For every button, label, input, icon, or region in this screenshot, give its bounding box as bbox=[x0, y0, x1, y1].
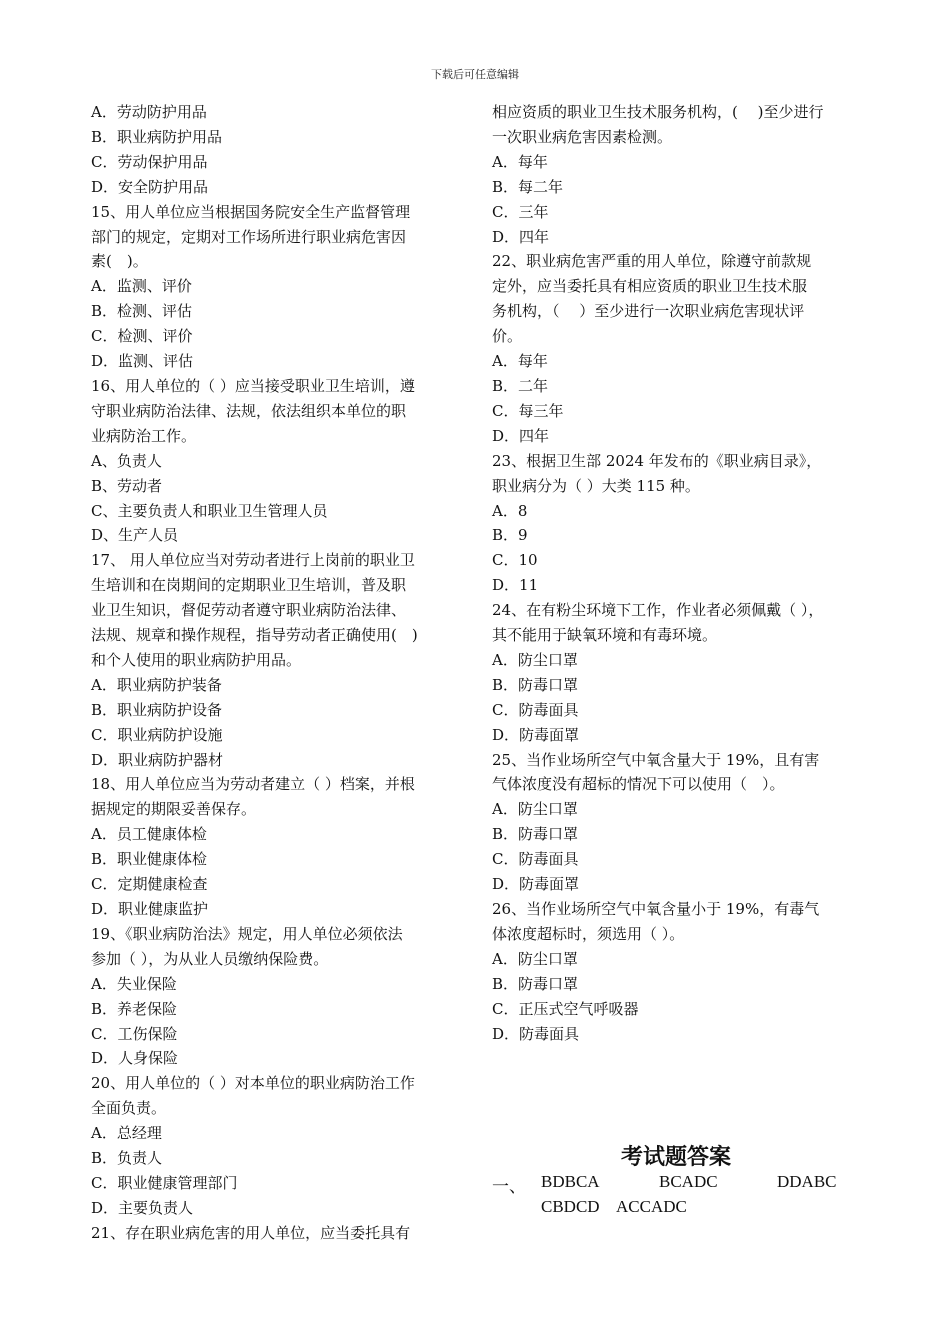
left-column-line: 部门的规定，定期对工作场所进行职业病危害因 bbox=[91, 227, 407, 246]
left-column-line: 16、用人单位的（ ）应当接受职业卫生培训，遵 bbox=[91, 376, 415, 395]
right-column-line: A．8 bbox=[492, 501, 528, 520]
right-column-line: A．每年 bbox=[492, 352, 548, 371]
right-column-line: D．防毒面罩 bbox=[492, 875, 580, 894]
left-column-line: C、主要负责人和职业卫生管理人员 bbox=[91, 501, 328, 520]
left-column-line: 17、 用人单位应当对劳动者进行上岗前的职业卫 bbox=[91, 551, 415, 570]
right-column-line: B．9 bbox=[492, 526, 528, 545]
left-column-line: C．定期健康检查 bbox=[91, 875, 208, 894]
right-column-line: 22、职业病危害严重的用人单位，除遵守前款规 bbox=[492, 252, 812, 271]
left-column-line: C．工伤保险 bbox=[91, 1024, 178, 1043]
left-column-line: A．失业保险 bbox=[91, 974, 177, 993]
right-column-line: D．四年 bbox=[492, 426, 550, 445]
left-column-line: B．职业健康体检 bbox=[91, 850, 208, 869]
right-column-line: C．防毒面具 bbox=[492, 700, 579, 719]
right-column-line: D．防毒面罩 bbox=[492, 725, 580, 744]
right-column-line: 定外，应当委托具有相应资质的职业卫生技术服 bbox=[492, 277, 808, 296]
right-column-line: C．正压式空气呼吸器 bbox=[492, 999, 639, 1018]
right-column-line: C．每三年 bbox=[492, 401, 564, 420]
answer-prefix: 一、 bbox=[492, 1177, 526, 1196]
right-column-line: 23、根据卫生部 2024 年发布的《职业病目录》， bbox=[492, 451, 822, 470]
right-column-line: 气体浓度没有超标的情况下可以使用（ ）。 bbox=[492, 775, 785, 794]
right-column-line: D．四年 bbox=[492, 227, 550, 246]
left-column-line: 法规、规章和操作规程，指导劳动者正确使用( ) bbox=[91, 626, 418, 645]
left-column-line: 20、用人单位的（ ）对本单位的职业病防治工作 bbox=[91, 1074, 415, 1093]
left-column-line: 18、用人单位应当为劳动者建立（ ）档案，并根 bbox=[91, 775, 415, 794]
right-column-line: 相应资质的职业卫生技术服务机构，( )至少进行 bbox=[492, 103, 824, 121]
left-column-line: 全面负责。 bbox=[91, 1099, 167, 1118]
right-column-line: A．防尘口罩 bbox=[492, 800, 578, 819]
right-column-line: A．防尘口罩 bbox=[492, 650, 578, 669]
right-column-line: B．防毒口罩 bbox=[492, 974, 579, 993]
answer-group-5: ACCADC bbox=[616, 1197, 687, 1216]
right-column-line: B．防毒口罩 bbox=[492, 675, 579, 694]
left-column-line: A．监测、评价 bbox=[91, 277, 192, 296]
left-column-line: 19、《职业病防治法》规定，用人单位必须依法 bbox=[91, 924, 403, 943]
right-column-line: 体浓度超标时，须选用（ ）。 bbox=[492, 924, 685, 943]
left-column-line: D．安全防护用品 bbox=[91, 177, 209, 196]
right-column-line: B．防毒口罩 bbox=[492, 825, 579, 844]
left-column-line: 参加（ ），为从业人员缴纳保险费。 bbox=[91, 949, 329, 968]
page-header: 下载后可任意编辑 bbox=[431, 68, 519, 81]
left-column-line: B．负责人 bbox=[91, 1149, 163, 1168]
left-column-line: C．检测、评价 bbox=[91, 327, 193, 346]
right-column-line: A．防尘口罩 bbox=[492, 949, 578, 968]
left-column-line: 守职业病防治法律、法规，依法组织本单位的职 bbox=[91, 401, 407, 420]
right-column-line: 一次职业病危害因素检测。 bbox=[492, 127, 673, 146]
right-column-line: 其不能用于缺氧环境和有毒环境。 bbox=[492, 626, 718, 645]
left-column-line: B．检测、评估 bbox=[91, 302, 193, 321]
left-column-line: B．养老保险 bbox=[91, 999, 178, 1018]
right-column-line: 务机构，（ ）至少进行一次职业病危害现状评 bbox=[492, 302, 805, 321]
right-column-line: 职业病分为（ ）大类 115 种。 bbox=[492, 476, 700, 495]
left-column-line: A．职业病防护装备 bbox=[91, 675, 222, 694]
left-column-line: A．劳动防护用品 bbox=[91, 103, 207, 121]
left-column-line: 素( )。 bbox=[91, 252, 148, 271]
left-column-line: 业卫生知识，督促劳动者遵守职业病防治法律、 bbox=[91, 601, 407, 620]
right-column-line: 25、当作业场所空气中氧含量大于 19%，且有害 bbox=[492, 750, 820, 769]
right-column-line: 价。 bbox=[492, 327, 523, 346]
right-column-line: C．防毒面具 bbox=[492, 850, 579, 869]
right-column-line: A．每年 bbox=[492, 152, 548, 171]
right-column-line: 26、当作业场所空气中氧含量小于 19%，有毒气 bbox=[492, 900, 820, 918]
right-column-line: 24、在有粉尘环境下工作，作业者必须佩戴（ ）， bbox=[492, 601, 824, 620]
left-column-line: 21、存在职业病危害的用人单位，应当委托具有 bbox=[91, 1223, 411, 1242]
left-column-line: C．职业病防护设施 bbox=[91, 725, 223, 744]
left-column-line: D．人身保险 bbox=[91, 1049, 179, 1068]
left-column-line: D．监测、评估 bbox=[91, 352, 194, 371]
left-column-line: B．职业病防护设备 bbox=[91, 700, 223, 719]
left-column-line: D、生产人员 bbox=[91, 526, 179, 545]
left-column-line: 和个人使用的职业病防护用品。 bbox=[91, 650, 302, 669]
left-column bbox=[91, 100, 463, 1246]
right-column bbox=[492, 100, 864, 1046]
left-column-line: D．职业病防护器材 bbox=[91, 750, 224, 769]
answer-group-2: BCADC bbox=[659, 1172, 718, 1191]
left-column-line: D．主要负责人 bbox=[91, 1198, 194, 1217]
left-column-line: D．职业健康监护 bbox=[91, 900, 209, 918]
left-column-line: B．职业病防护用品 bbox=[91, 127, 223, 146]
left-column-line: C．劳动保护用品 bbox=[91, 152, 208, 171]
right-column-line: C．三年 bbox=[492, 202, 549, 221]
right-column-line: D．11 bbox=[492, 576, 539, 595]
answer-title: 考试题答案 bbox=[620, 1145, 731, 1170]
left-column-line: 15、用人单位应当根据国务院安全生产监督管理 bbox=[91, 202, 411, 221]
left-column-line: 据规定的期限妥善保存。 bbox=[91, 800, 257, 819]
left-column-line: A．总经理 bbox=[91, 1124, 162, 1143]
right-column-line: B．每二年 bbox=[492, 177, 564, 196]
answer-group-1: BDBCA bbox=[541, 1172, 600, 1191]
right-column-line: B．二年 bbox=[492, 376, 549, 395]
answer-group-4: CBDCD bbox=[541, 1197, 600, 1216]
left-column-line: B、劳动者 bbox=[91, 476, 163, 495]
right-column-line: C．10 bbox=[492, 551, 538, 570]
left-column-line: A、负责人 bbox=[91, 451, 162, 470]
left-column-line: 生培训和在岗期间的定期职业卫生培训，普及职 bbox=[91, 576, 407, 595]
left-column-line: C．职业健康管理部门 bbox=[91, 1173, 238, 1192]
right-column-line: D．防毒面具 bbox=[492, 1024, 580, 1043]
answer-group-3: DDABC bbox=[777, 1172, 837, 1191]
left-column-line: 业病防治工作。 bbox=[91, 426, 197, 445]
left-column-line: A．员工健康体检 bbox=[91, 825, 207, 844]
